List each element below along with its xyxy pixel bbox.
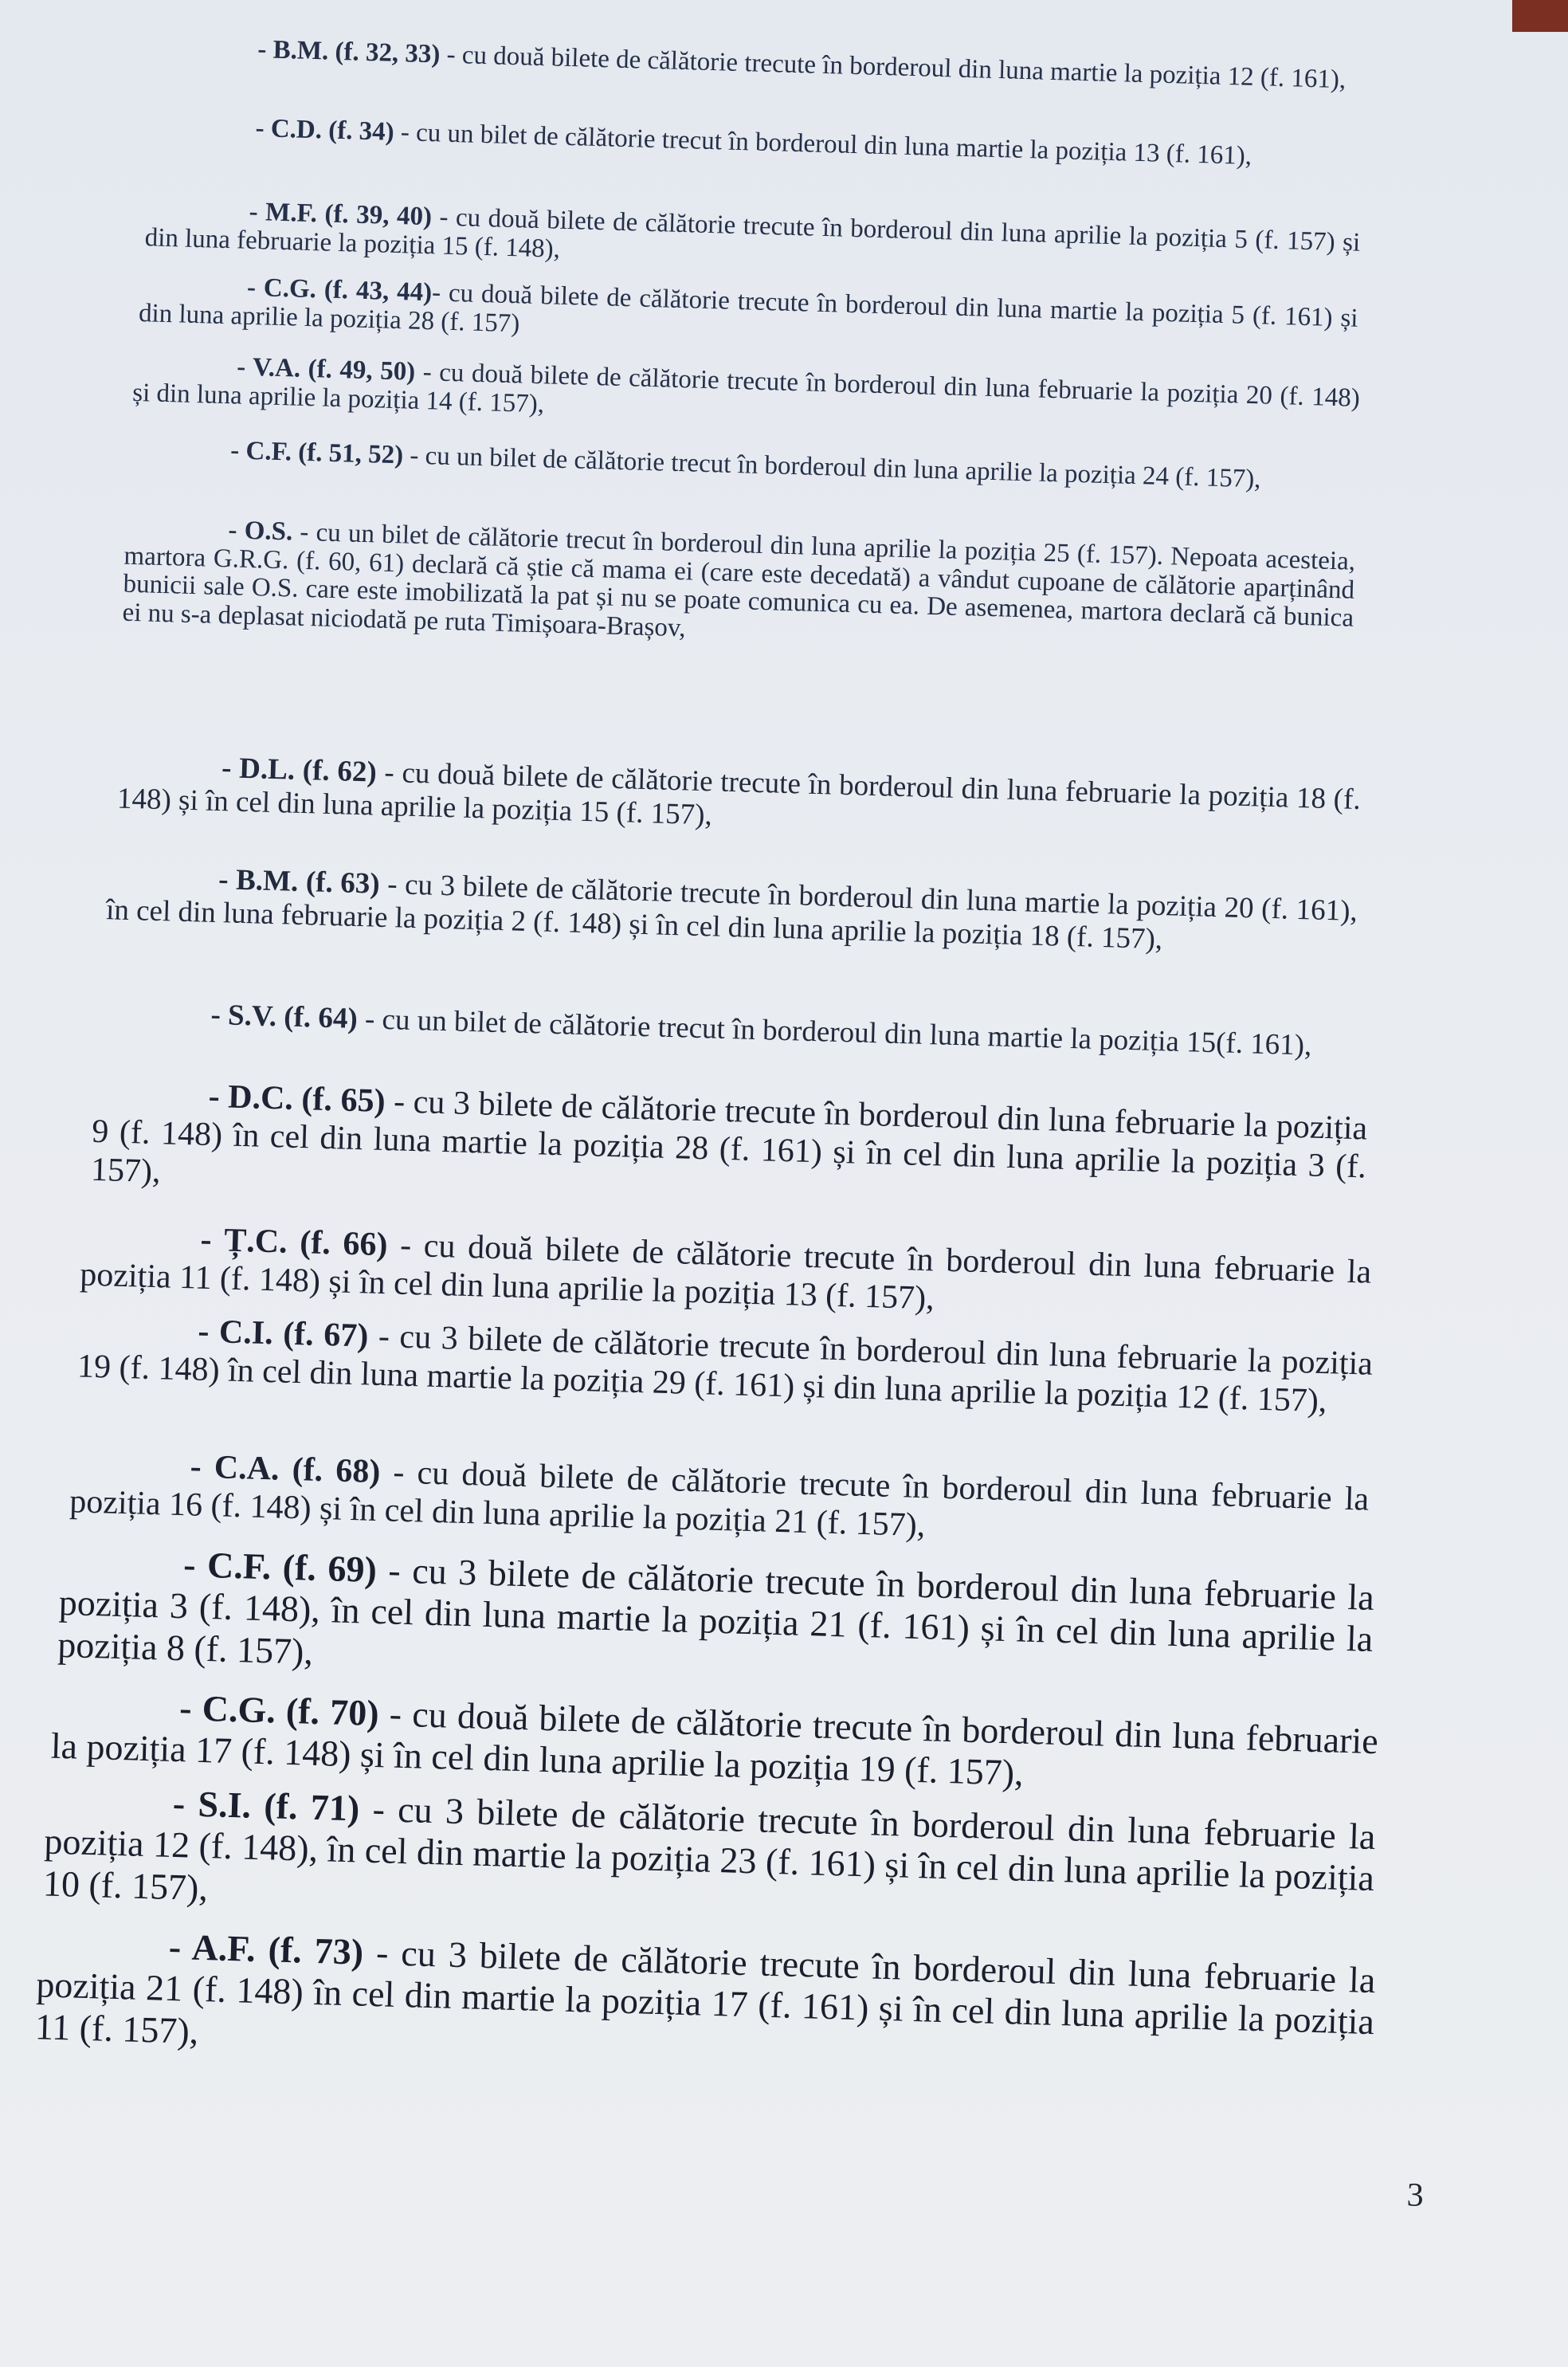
entry-name: - O.S. <box>228 516 293 547</box>
entry-ref: (f. 64) <box>283 1000 359 1036</box>
list-item <box>155 112 1358 175</box>
entry-ref: (f. 70) <box>285 1690 380 1734</box>
list-item <box>80 1218 1372 1330</box>
list-item <box>99 995 1354 1064</box>
entry-name: - C.I. <box>197 1313 274 1352</box>
entry-name: - D.L. <box>221 752 296 787</box>
list-item <box>116 749 1361 851</box>
entry-text: - cu două bilete de călătorie trecute în borderoul din luna februarie la poziția 18 (f. 148) și în cel din luna aprilie la poziția 15 (f. 157), <box>116 756 1362 832</box>
list-item <box>34 1922 1376 2085</box>
entry-text: - cu un bilet de călătorie trecut în borderoul din luna martie la poziția 15(f. 161), <box>357 1003 1312 1062</box>
folder-edge <box>1512 0 1568 32</box>
entry-name: - D.C. <box>208 1078 294 1117</box>
entry-text: - cu un bilet de călătorie trecut în borderoul din luna aprilie la poziția 25 (f. 157). Nepoata acesteia, martora G.R.G. (f. 60, 61) declară că știe că mama ei (care este decedată) a vândut cupoane de călătorie aparținând bunicii sale O.S. care este imobilizată la pat și nu se poate comunica cu ea. De asemenea, martora declară că bunica ei nu s-a deplasat niciodată pe ruta Timișoara-Brașov, <box>122 517 1356 643</box>
entry-ref: (f. 67) <box>282 1315 369 1355</box>
entry-ref: (f. 51, 52) <box>297 438 404 470</box>
entry-text: - cu două bilete de călătorie trecute în borderoul din luna februarie la poziția 20 (f. 148) și din luna aprilie la poziția 14 (f. 157), <box>131 357 1361 418</box>
entry-name: - A.F. <box>168 1925 257 1969</box>
entry-text: - cu 3 bilete de călătorie trecute în borderoul din luna februarie la poziția 9 (f. 148) în cel din luna martie la poziția 28 (f. 161) și în cel din luna aprilie la poziția 3 (f. 157), <box>90 1083 1368 1190</box>
list-item <box>57 1541 1375 1702</box>
list-item <box>90 1075 1367 1225</box>
entry-name: - S.V. <box>210 998 277 1034</box>
entry-text: - cu două bilete de călătorie trecute în borderoul din luna februarie la poziția 16 (f. 148) și în cel din luna aprilie la poziția 21 (f. 157), <box>69 1454 1370 1545</box>
entry-ref: (f. 73) <box>268 1929 364 1972</box>
entry-ref: (f. 32, 33) <box>335 37 441 69</box>
entry-ref: (f. 63) <box>305 866 381 901</box>
entry-text: - cu un bilet de călătorie trecut în borderoul din luna aprilie la poziția 24 (f. 157), <box>402 441 1261 494</box>
entry-ref: (f. 49, 50) <box>308 354 416 387</box>
entry-text: - cu un bilet de călătorie trecut în borderoul din luna martie la poziția 13 (f. 161), <box>394 117 1252 171</box>
entry-name: - Ț.C. <box>200 1221 288 1261</box>
entry-name: - V.A. <box>236 352 301 383</box>
entry-text: - cu 3 bilete de călătorie trecute în borderoul din luna februarie la poziția 21 (f. 148) în cel din martie la poziția 17 (f. 161) și în cel din luna aprilie la poziția 11 (f. 157), <box>34 1931 1377 2051</box>
entry-text: - cu 3 bilete de călătorie trecute în borderoul din luna februarie la poziția 3 (f. 148), în cel din luna martie la poziția 21 (f. 161) și în cel din luna aprilie la poziția 8 (f. 157), <box>57 1549 1375 1672</box>
entry-name: - C.F. <box>229 436 292 467</box>
entry-ref: (f. 62) <box>302 753 378 789</box>
page-number: 3 <box>1406 2177 1425 2214</box>
entry-text: - cu două bilete de călătorie trecute în borderoul din luna februarie la poziția 17 (f. 148) și în cel din luna aprilie la poziția 19 (f. 157), <box>50 1693 1379 1794</box>
entry-ref: (f. 66) <box>299 1224 389 1264</box>
entry-text: - cu două bilete de călătorie trecute în borderoul din luna aprilie la poziția 5 (f. 157) și din luna februarie la poziția 15 (f. 148), <box>144 202 1361 264</box>
list-item <box>76 1309 1373 1422</box>
entry-text: - cu 3 bilete de călătorie trecute în borderoul din luna februarie la poziția 19 (f. 148) în cel din luna martie la poziția 29 (f. 161) și din luna aprilie la poziția 12 (f. 157), <box>76 1317 1374 1420</box>
entry-name: - C.D. <box>255 114 323 145</box>
entry-text: - cu două bilete de călătorie trecute în borderoul din luna februarie la poziția 11 (f. 148) și în cel din luna aprilie la poziția 13 (f. 157), <box>79 1227 1372 1317</box>
list-item <box>69 1445 1370 1557</box>
entry-name: - C.G. <box>178 1687 276 1731</box>
entry-ref: (f. 43, 44) <box>323 275 433 308</box>
entry-ref: (f. 71) <box>263 1785 360 1829</box>
entry-text: - cu două bilete de călătorie trecute în borderoul din luna martie la poziția 5 (f. 161) și din luna aprilie la poziția 28 (f. 157) <box>138 278 1359 338</box>
list-item <box>132 351 1360 442</box>
entry-name: - M.F. <box>249 197 318 229</box>
list-item <box>42 1779 1376 1941</box>
entry-ref: (f. 39, 40) <box>323 199 433 232</box>
entry-name: - C.G. <box>246 273 317 304</box>
entry-text: - cu două bilete de călătorie trecute în borderoul din luna martie la poziția 12 (f. 161), <box>439 40 1347 95</box>
entry-name: - C.A. <box>190 1448 280 1488</box>
entry-name: - C.F. <box>182 1544 272 1588</box>
list-item <box>162 33 1357 95</box>
list-item <box>144 195 1360 286</box>
entry-name: - B.M. <box>257 35 329 66</box>
entry-ref: (f. 65) <box>300 1081 386 1121</box>
list-item <box>106 860 1358 962</box>
entry-ref: (f. 68) <box>292 1450 381 1491</box>
list-item <box>127 434 1358 497</box>
list-item <box>139 271 1358 362</box>
entry-ref: (f. 34) <box>327 116 395 147</box>
entry-ref: (f. 69) <box>282 1546 378 1590</box>
list-item <box>122 514 1355 662</box>
entry-name: - B.M. <box>218 863 299 898</box>
entry-name: - S.I. <box>172 1782 252 1826</box>
entry-text: - cu 3 bilete de călătorie trecute în borderoul din luna februarie la poziția 12 (f. 148), în cel din martie la poziția 23 (f. 161) și în cel din luna aprilie la poziția 10 (f. 157), <box>42 1788 1377 1909</box>
entry-text: - cu 3 bilete de călătorie trecute în borderoul din luna martie la poziția 20 (f. 161), în cel din luna februarie la poziția 2 (f. 148) și în cel din luna aprilie la poziția 18 (f. 157), <box>105 867 1358 956</box>
